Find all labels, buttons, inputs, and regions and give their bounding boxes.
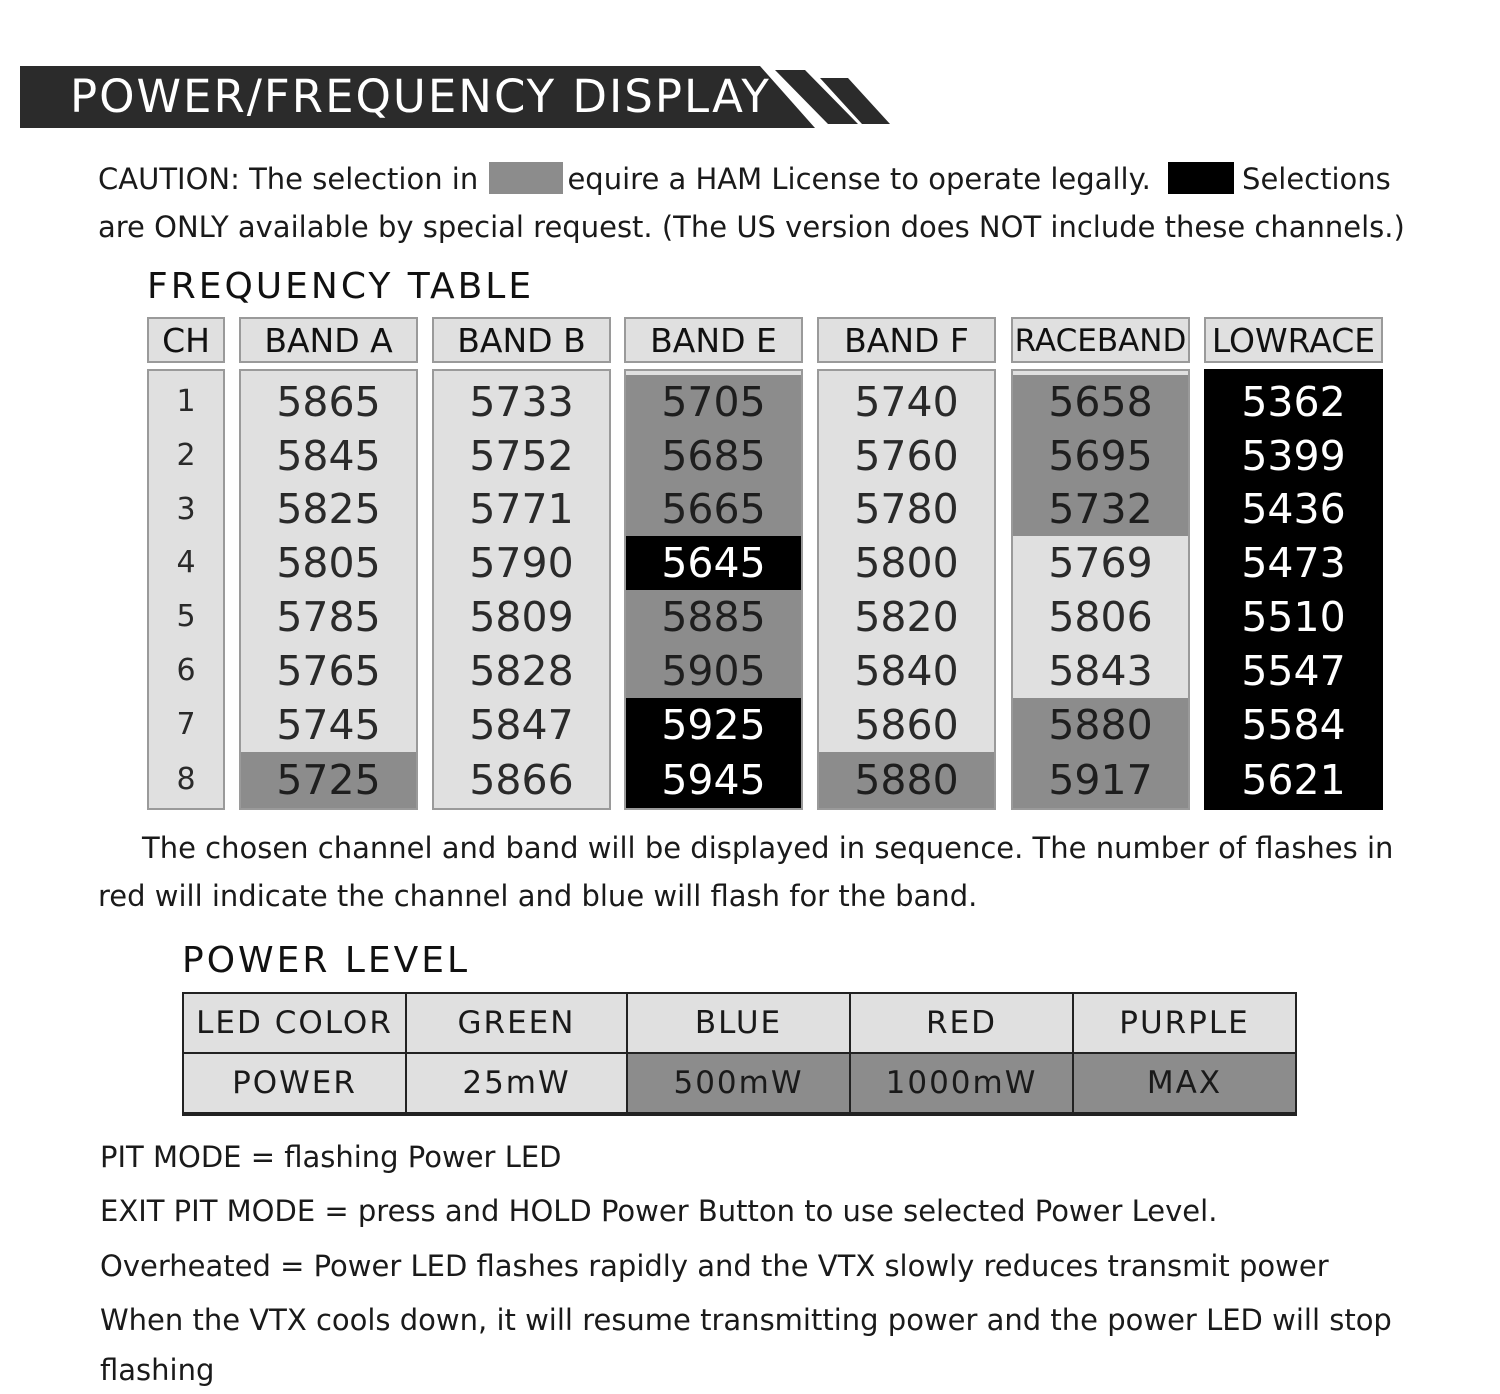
frequency-cell: 5790	[434, 536, 609, 590]
caution-text-c: Selections	[1242, 162, 1391, 196]
power-max: MAX	[1074, 1054, 1295, 1112]
frequency-cell: 5732	[1013, 483, 1188, 536]
band-header-band-b: BAND B	[432, 317, 611, 363]
band-values-band-b	[432, 369, 611, 810]
ham-license-swatch	[489, 162, 563, 194]
channel-number: 5	[149, 590, 223, 644]
frequency-cell: 5809	[434, 590, 609, 644]
frequency-cell: 5645	[626, 536, 801, 590]
band-values-band-f	[817, 369, 996, 810]
frequency-cell: 5771	[434, 483, 609, 536]
frequency-cell: 5806	[1013, 590, 1188, 644]
page-title: POWER/FREQUENCY DISPLAY	[70, 70, 771, 123]
caution-line-2: are ONLY available by special request. (The US version does NOT include these channels.)	[98, 210, 1405, 244]
cooldown-note-line-1: When the VTX cools down, it will resume transmitting power and the power LED will stop	[100, 1303, 1392, 1337]
frequency-cell: 5769	[1013, 536, 1188, 590]
power-level-table	[182, 992, 1297, 1116]
frequency-cell: 5752	[434, 429, 609, 483]
band-header-lowrace: LOWRACE	[1204, 317, 1383, 363]
band-values-band-a	[239, 369, 418, 810]
frequency-cell: 5800	[819, 536, 994, 590]
power-label: POWER	[184, 1054, 405, 1112]
channel-number: 3	[149, 483, 223, 536]
caution-text-a: CAUTION: The selection in	[98, 162, 479, 196]
frequency-cell: 5866	[434, 752, 609, 808]
led-color-green: GREEN	[407, 994, 626, 1052]
frequency-cell: 5665	[626, 483, 801, 536]
band-values-band-e	[624, 369, 803, 810]
channel-number: 8	[149, 752, 223, 808]
frequency-cell: 5473	[1206, 536, 1381, 590]
frequency-cell: 5828	[434, 644, 609, 698]
frequency-cell: 5880	[1013, 698, 1188, 752]
frequency-cell: 5725	[241, 752, 416, 808]
power-25mw: 25mW	[407, 1054, 626, 1112]
frequency-cell: 5685	[626, 429, 801, 483]
power-500mw: 500mW	[628, 1054, 849, 1112]
led-color-label: LED COLOR	[184, 994, 405, 1052]
frequency-cell: 5840	[819, 644, 994, 698]
exit-pit-mode-note: EXIT PIT MODE = press and HOLD Power Button to use selected Power Level.	[100, 1194, 1218, 1228]
frequency-cell: 5785	[241, 590, 416, 644]
frequency-cell: 5843	[1013, 644, 1188, 698]
power-level-title: POWER LEVEL	[182, 940, 471, 981]
channel-header: CH	[147, 317, 225, 363]
frequency-cell: 5925	[626, 698, 801, 752]
frequency-cell: 5436	[1206, 483, 1381, 536]
power-1000mw: 1000mW	[851, 1054, 1072, 1112]
overheated-note: Overheated = Power LED flashes rapidly and the VTX slowly reduces transmit power	[100, 1249, 1329, 1283]
frequency-table-title: FREQUENCY TABLE	[147, 266, 535, 307]
band-header-band-f: BAND F	[817, 317, 996, 363]
frequency-cell: 5621	[1206, 752, 1381, 808]
frequency-cell: 5880	[819, 752, 994, 808]
frequency-cell: 5733	[434, 375, 609, 429]
frequency-cell: 5917	[1013, 752, 1188, 808]
frequency-cell: 5820	[819, 590, 994, 644]
band-header-raceband: RACEBAND	[1011, 317, 1190, 363]
channel-number: 7	[149, 698, 223, 752]
cooldown-note-line-2: flashing	[100, 1353, 215, 1387]
frequency-cell: 5584	[1206, 698, 1381, 752]
frequency-cell: 5547	[1206, 644, 1381, 698]
frequency-cell: 5885	[626, 590, 801, 644]
sequence-note-line-2: red will indicate the channel and blue will flash for the band.	[98, 879, 978, 913]
frequency-cell: 5825	[241, 483, 416, 536]
caution-line-1	[98, 155, 1391, 203]
frequency-cell: 5945	[626, 752, 801, 808]
frequency-cell: 5847	[434, 698, 609, 752]
frequency-cell: 5399	[1206, 429, 1381, 483]
band-values-raceband	[1011, 369, 1190, 810]
frequency-cell: 5740	[819, 375, 994, 429]
frequency-cell: 5745	[241, 698, 416, 752]
frequency-cell: 5865	[241, 375, 416, 429]
led-color-blue: BLUE	[628, 994, 849, 1052]
special-request-swatch	[1168, 162, 1234, 194]
frequency-cell: 5860	[819, 698, 994, 752]
frequency-cell: 5765	[241, 644, 416, 698]
frequency-cell: 5805	[241, 536, 416, 590]
frequency-cell: 5658	[1013, 375, 1188, 429]
caution-text-b: equire a HAM License to operate legally.	[567, 162, 1151, 196]
channel-number: 6	[149, 644, 223, 698]
sequence-note-line-1: The chosen channel and band will be displayed in sequence. The number of flashes in	[142, 831, 1394, 865]
channel-number: 2	[149, 429, 223, 483]
frequency-cell: 5780	[819, 483, 994, 536]
channel-list	[147, 369, 225, 810]
frequency-cell: 5905	[626, 644, 801, 698]
frequency-cell: 5705	[626, 375, 801, 429]
frequency-cell: 5362	[1206, 375, 1381, 429]
frequency-cell: 5845	[241, 429, 416, 483]
led-color-red: RED	[851, 994, 1072, 1052]
section-banner	[20, 66, 895, 128]
band-values-lowrace	[1204, 369, 1383, 810]
channel-number: 1	[149, 375, 223, 429]
band-header-band-a: BAND A	[239, 317, 418, 363]
frequency-cell: 5760	[819, 429, 994, 483]
frequency-cell: 5510	[1206, 590, 1381, 644]
channel-number: 4	[149, 536, 223, 590]
led-color-purple: PURPLE	[1074, 994, 1295, 1052]
band-header-band-e: BAND E	[624, 317, 803, 363]
frequency-cell: 5695	[1013, 429, 1188, 483]
pit-mode-note: PIT MODE = flashing Power LED	[100, 1140, 562, 1174]
